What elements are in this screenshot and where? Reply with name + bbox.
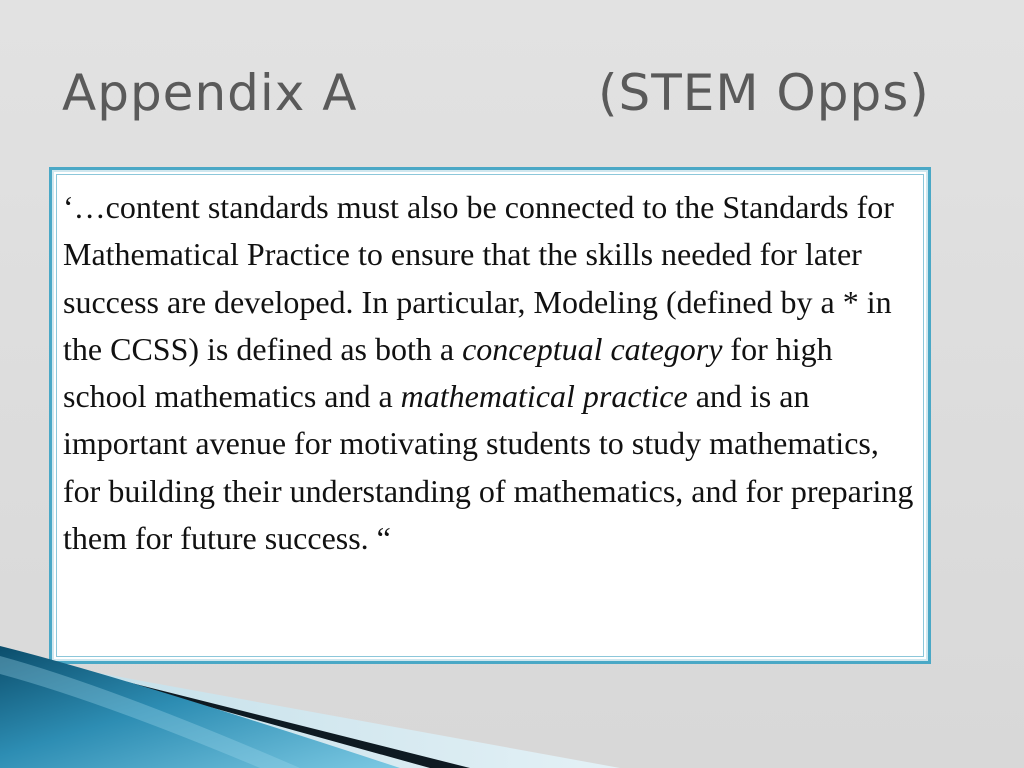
quote-segment-2: for high school mathematics and a [63, 330, 833, 415]
quote-segment-1: ‘…content standards must also be connected to the Standards for Mathematical Practice to ensure that the skills needed for later success are developed. In particular, Modeling (defined by a * in the CCSS) is defined as both a [63, 189, 894, 367]
quote-text [63, 184, 923, 562]
quote-italic-mathematical-practice: mathematical practice [400, 378, 688, 415]
decor-teal-swoosh [0, 646, 400, 768]
quote-box [49, 167, 931, 664]
quote-italic-conceptual-category: conceptual category [462, 330, 723, 367]
title-stem-opps: (STEM Opps) [598, 64, 930, 122]
quote-segment-3: and is an important avenue for motivating students to study mathematics, for building their understanding of mathematics, and for preparing them for future success. “ [63, 378, 914, 557]
title-appendix: Appendix A [62, 64, 358, 122]
decorative-swoosh [0, 646, 620, 768]
slide-title [62, 58, 982, 128]
